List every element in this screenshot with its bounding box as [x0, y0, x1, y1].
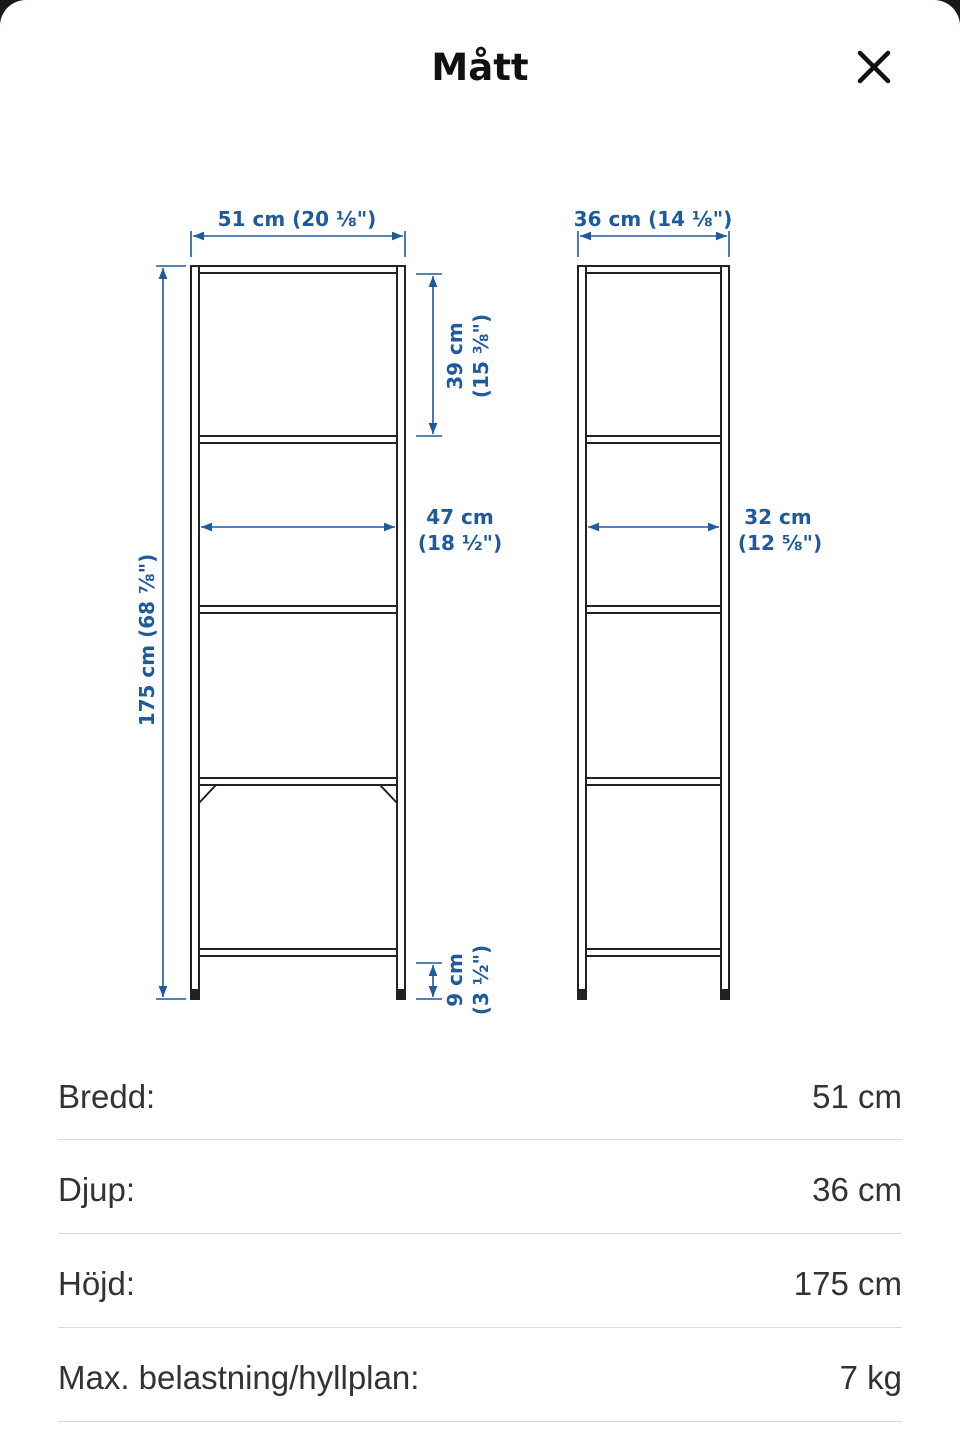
- side-depth-label: 36 cm (14 ⅛"): [573, 207, 733, 231]
- dimension-drawing: [0, 180, 960, 1040]
- front-view: [191, 266, 405, 999]
- close-button[interactable]: [846, 40, 902, 96]
- spec-value: 175 cm: [793, 1264, 902, 1302]
- inner-depth-inch-label: (12 ⅝"): [737, 531, 823, 555]
- spec-row-max-load: [58, 1328, 902, 1422]
- shelf-spacing-label: 39 cm: [443, 322, 467, 390]
- floor-clearance-label: 9 cm: [443, 953, 467, 1007]
- spec-label: Djup:: [58, 1170, 136, 1208]
- shelf-spacing-inch-label: (15 ⅜"): [469, 313, 493, 399]
- spec-label: Höjd:: [58, 1264, 136, 1302]
- front-width-label: 51 cm (20 ⅛"): [217, 207, 377, 231]
- spec-value: 51 cm: [812, 1077, 902, 1115]
- side-view: [578, 266, 729, 999]
- spec-value: 7 kg: [839, 1358, 902, 1396]
- spec-row-width: [58, 1048, 902, 1140]
- sheet-title: Mått: [431, 46, 529, 89]
- spec-value: 36 cm: [812, 1170, 902, 1208]
- spec-label: Bredd:: [58, 1077, 156, 1115]
- spec-row-depth: [58, 1140, 902, 1234]
- inner-depth-label: 32 cm: [744, 505, 812, 529]
- inner-width-label: 47 cm: [426, 505, 494, 529]
- spec-label: Max. belastning/hyllplan:: [58, 1358, 420, 1396]
- floor-clearance-inch-label: (3 ½"): [469, 944, 493, 1016]
- spec-row-height: [58, 1234, 902, 1328]
- front-height-label: 175 cm (68 ⅞"): [135, 553, 159, 727]
- close-icon: [846, 40, 902, 96]
- inner-width-inch-label: (18 ½"): [417, 531, 503, 555]
- spec-list: [58, 1048, 902, 1422]
